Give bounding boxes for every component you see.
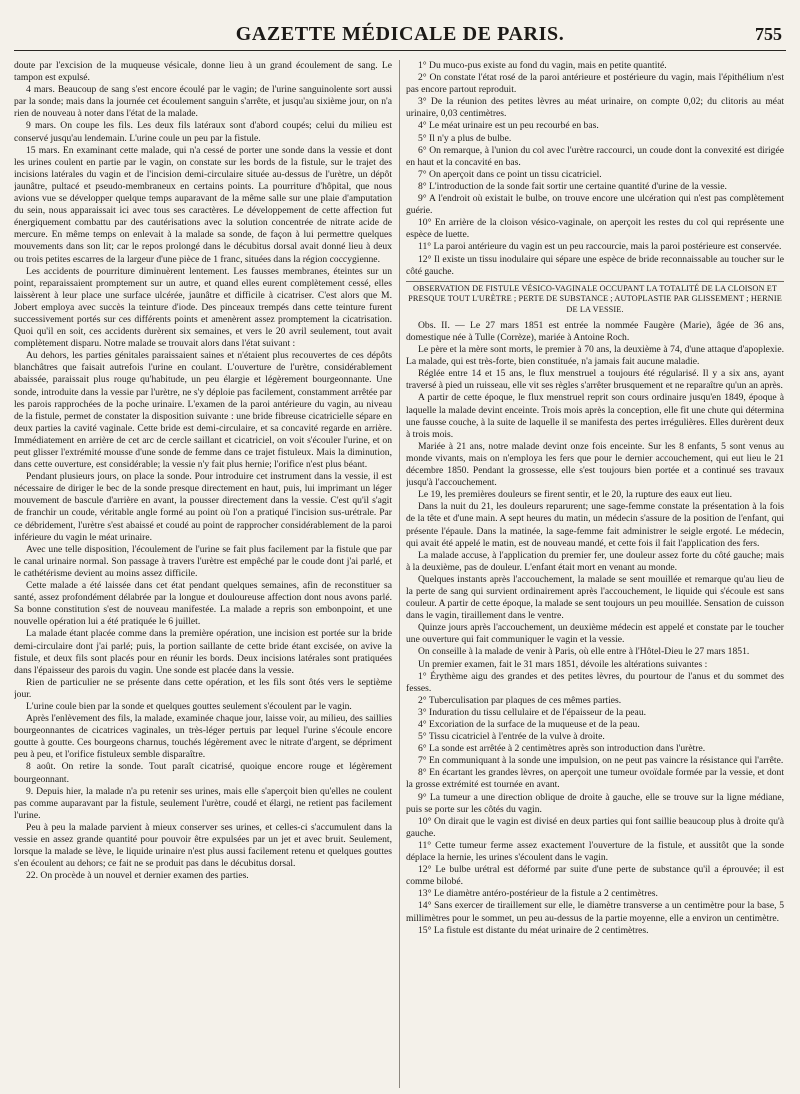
list-item: 14° Sans exercer de tiraillement sur elle, le diamètre transverse a un centimètre pour la base, 5 millimètres pour le sommet, un peu au-dessus de la partie moyenne, elle a environ un centimètre.	[406, 900, 784, 924]
paragraph: Le 19, les premières douleurs se firent sentir, et le 20, la rupture des eaux eut lieu.	[418, 489, 732, 501]
paragraph: Les accidents de pourriture diminuèrent lentement. Les fausses membranes, éteintes sur un point, reparaissaient promptement sur un autre, et quand elles eurent complètement cessé, elles laissèrent à leur place une surface ulcérée, jaunâtre et difficile à cicatriser. C'est alors que M. Jobert employa avec succès la teinture d'iode. Des pinceaux trempés dans cette teinture furent successivement portés sur ces différents points et amenèrent assez promptement la cicatrisation. Quoi qu'il en soit, ces accidents durèrent six semaines, et vers le 20 avril seulement, tout avait complètement disparu. Notre malade se trouvait alors dans l'état suivant :	[14, 265, 392, 350]
section-heading: OBSERVATION DE FISTULE VÉSICO-VAGINALE OCCUPANT LA TOTALITÉ DE LA CLOISON ET PRESQUE TOUT L'URÈTRE ; PERTE DE SUBSTANCE ; AUTOPLASTIE PAR GLISSEMENT ; HERNIE DE LA VESSIE.	[406, 281, 784, 317]
lesion-findings-list	[406, 671, 784, 937]
list-item: 11° Cette tumeur ferme assez exactement l'ouverture de la fistule, et aussitôt que la sonde déplace la hernie, les urines s'écoulent dans le vagin.	[406, 839, 784, 864]
paragraph: Mariée à 21 ans, notre malade devint onze fois enceinte. Sur les 8 enfants, 5 sont venus au monde vivants, mais on n'employa les fers que pour le dernier accouchement, qui eut lieu le 21 décembre 1850. Pendant la grossesse, elle s'est toujours bien portée et a continué ses travaux jusqu'à l'accouchement.	[406, 440, 784, 489]
column-divider	[399, 60, 400, 1088]
paragraph: On conseille à la malade de venir à Paris, où elle entre à l'Hôtel-Dieu le 27 mars 1851.	[418, 646, 750, 658]
paragraph: Rien de particulier ne se présente dans cette opération, et les fils sont ôtés vers le septième jour.	[14, 676, 392, 700]
list-item: 1° Du muco-pus existe au fond du vagin, mais en petite quantité.	[418, 60, 667, 71]
list-item: 2° On constate l'état rosé de la paroi antérieure et postérieure du vagin, mais l'épithélium n'est pas encore partout reproduit.	[406, 72, 784, 96]
list-item: 5° Il n'y a plus de bulbe.	[418, 132, 512, 144]
paragraph: 22. On procède à un nouvel et dernier examen des parties.	[26, 870, 249, 882]
masthead	[14, 8, 786, 51]
paragraph: 9 mars. On coupe les fils. Les deux fils latéraux sont d'abord coupés; celui du milieu est conservé jusqu'au lendemain. L'urine coule un peu par la fistule.	[14, 120, 392, 144]
list-item: 6° La sonde est arrêtée à 2 centimètres après son introduction dans l'urètre.	[418, 743, 706, 755]
list-item: 13° Le diamètre antéro-postérieur de la fistule a 2 centimètres.	[418, 888, 658, 900]
list-item: 4° Excoriation de la surface de la muqueuse et de la peau.	[418, 719, 640, 730]
list-item: 8° En écartant les grandes lèvres, on aperçoit une tumeur ovoïdale formée par la vessie, et dont la grosse extrémité est tournée en avant.	[406, 767, 784, 791]
paragraph: L'urine coule bien par la sonde et quelques gouttes seulement s'écoulent par le vagin.	[26, 700, 352, 712]
paragraph: 4 mars. Beaucoup de sang s'est encore écoulé par le vagin; de l'urine sanguinolente sort aussi par la sonde; mais dans la journée cet écoulement sanguin s'arrête, et jusqu'au sixième jour, on n'a rien de nouveau à noter dans l'état de la malade.	[14, 84, 392, 120]
paragraph: Quelques instants après l'accouchement, la malade se sent mouillée et remarque qu'au lieu de la perte de sang qui survient ordinairement après l'accouchement, le liquide qui s'écoule est sans couleur. A partir de cette époque, la malade se sent toujours un peu mouillée. Sensation de cuisson dans le vagin, tiraillement dans le ventre.	[406, 573, 784, 622]
list-item: 15° La fistule est distante du méat urinaire de 2 centimètres.	[418, 924, 649, 936]
paragraph: Peu à peu la malade parvient à mieux conserver ses urines, et celles-ci s'accumulent dans la vessie en assez grande quantité pour pouvoir être expulsées par un jet et avec bruit. Seulement, lorsque la malade se lève, le liquide urinaire n'est plus aussi facilement retenu et quelques gouttes s'en écoulent au dehors; ce fait ne se produit pas dans le décubitus dorsal.	[14, 821, 392, 870]
paragraph: Réglée entre 14 et 15 ans, le flux menstruel a toujours été régularisé. Il y a six ans, ayant traversé à pied un ruisseau, elle vit ses règles s'arrêter brusquement et ne reparaître qu'un an après.	[406, 368, 784, 392]
paragraph: La malade étant placée comme dans la première opération, une incision est portée sur la bride demi-circulaire dont j'ai parlé; puis, la portion saillante de cette bride étant excisée, on avive la fistule, et deux fils sont placés pour en réunir les bords. Deux incisions latérales sont pratiquées dans l'épaisseur des parois du vagin. Une sonde est placée dans la vessie.	[14, 628, 392, 676]
exam-findings-list	[406, 60, 784, 278]
paragraph: 8 août. On retire la sonde. Tout paraît cicatrisé, quoique encore rouge et légèrement bourgeonnant.	[14, 761, 392, 785]
left-column	[14, 60, 392, 1088]
paragraph: doute par l'excision de la muqueuse vésicale, donne lieu à un grand écoulement de sang. Le tampon est expulsé.	[14, 60, 392, 84]
paragraph: Au dehors, les parties génitales paraissaient saines et n'étaient plus recouvertes de ces dépôts blanchâtres que faisait autrefois l'urine en coulant. L'ouverture de l'urètre, considérablement abaissée, paraissait plus rouge qu'habitude, un peu élargie et légèrement bourgeonnante. Une sonde, introduite dans la vessie par l'urètre, ne s'y déploie pas facilement, constamment arrêtée par les parois rapprochées de la poche urinaire. L'examen de la paroi antérieure du vagin, au niveau de la fistule, permet de constater la disposition suivante : une bride fibreuse cicatricielle sépare en deux parties la cavité vaginale. Cette bride est demi-circulaire, et sa concavité regarde en arrière. Immédiatement en arrière de cet arc de cercle saillant et cicatriciel, on voit s'écouler l'urine, et on peut glisser l'extrémité mousse d'une sonde de femme dans ce trajet fistuleux. Mais la diminution, dans cette ouverture, est considérable; la vessie n'y fait plus hernie; l'orifice n'est plus béant.	[14, 350, 392, 471]
list-item: 7° En communiquant à la sonde une impulsion, on ne peut pas vaincre la résistance qui l'arrête.	[418, 755, 784, 767]
list-item: 2° Tuberculisation par plaques de ces mêmes parties.	[418, 694, 622, 706]
paragraph: Pendant plusieurs jours, on place la sonde. Pour introduire cet instrument dans la vessie, il est nécessaire de diriger le bec de la sonde presque directement en haut, puis, lui imprimant un léger mouvement de bascule d'arrière en avant, la pousser directement dans la vessie. C'est qu'il s'agit de franchir un coude, véritable angle formé au point où l'on a pratiqué l'incision sus-urétrale. Par ce débridement, l'urètre s'est abaissé et coudé au point de rapprocher considérablement de la paroi inférieure du vagin le méat urinaire.	[14, 471, 392, 543]
paragraph: Dans la nuit du 21, les douleurs reparurent; une sage-femme constate la présentation à la fois de la tête et d'une main. A sept heures du matin, un médecin s'assure de la position de l'enfant, qui présente l'épaule. Dans la matinée, la sage-femme fait administrer le seigle ergoté. Le médecin, qui avait été appelé le matin, est de nouveau mandé, et cette fois il fait l'application des fers.	[406, 501, 784, 549]
paragraph: A partir de cette époque, le flux menstruel reprit son cours ordinaire jusqu'en 1849, époque à laquelle la malade devint enceinte. Trois mois après la conception, elle fit une chute qui détermina une fausse couche, à la suite de laquelle il se manifesta des pertes irrégulières. Elles durèrent deux à trois mois.	[406, 392, 784, 440]
paragraph: La malade accuse, à l'application du premier fer, une douleur assez forte du côté gauche; mais à la deuxième, pas de douleur. L'enfant était mort en venant au monde.	[406, 549, 784, 573]
list-item: 3° Induration du tissu cellulaire et de l'épaisseur de la peau.	[418, 706, 647, 718]
list-item: 12° Il existe un tissu inodulaire qui sépare une espèce de bride reconnaissable au toucher sur le côté gauche.	[406, 253, 784, 277]
list-item: 10° En arrière de la cloison vésico-vaginale, on aperçoit les restes du col qui représente une espèce de luette.	[406, 217, 784, 241]
journal-title: GAZETTE MÉDICALE DE PARIS.	[235, 23, 565, 45]
list-item: 8° L'introduction de la sonde fait sortir une certaine quantité d'urine de la vessie.	[418, 180, 727, 192]
list-item: 1° Érythème aigu des grandes et des petites lèvres, du pourtour de l'anus et du sommet des fesses.	[406, 670, 784, 694]
list-item: 10° On dirait que le vagin est divisé en deux parties qui font saillie beaucoup plus à droite qu'à gauche.	[406, 815, 784, 839]
right-column	[406, 60, 784, 1088]
list-item: 9° A l'endroit où existait le bulbe, on trouve encore une ulcération qui n'est pas complètement guérie.	[406, 193, 784, 217]
list-item: 6° On remarque, à l'union du col avec l'urètre raccourci, un coude dont la convexité est dirigée en haut et la concavité en bas.	[406, 144, 784, 168]
paragraph: Un premier examen, fait le 31 mars 1851, dévoile les altérations suivantes :	[418, 658, 708, 670]
list-item: 12° Le bulbe urétral est déformé par suite d'une perte de substance qu'il a éprouvée; il est comme bilobé.	[406, 864, 784, 888]
list-item: 5° Tissu cicatriciel à l'entrée de la vulve à droite.	[418, 731, 605, 743]
paragraph: Quinze jours après l'accouchement, un deuxième médecin est appelé et constate par le toucher une ouverture qui fait communiquer le vagin et la vessie.	[406, 622, 784, 646]
paragraph: Obs. II. — Le 27 mars 1851 est entrée la nommée Faugère (Marie), âgée de 36 ans, domestique née à Tulle (Corrèze), mariée à Antoine Roch.	[406, 319, 784, 343]
list-item: 9° La tumeur a une direction oblique de droite à gauche, elle se trouve sur la ligne médiane, puis se porte sur les côtés du vagin.	[406, 791, 784, 815]
list-item: 4° Le méat urinaire est un peu recourbé en bas.	[418, 120, 599, 132]
page-number: 755	[755, 24, 782, 44]
list-item: 11° La paroi antérieure du vagin est un peu raccourcie, mais la paroi postérieure est conservée.	[418, 241, 782, 253]
paragraph: 9. Depuis hier, la malade n'a pu retenir ses urines, mais elle s'aperçoit bien qu'elles ne coulent pas comme auparavant par la fistule, seulement l'urètre, coudé et élargi, ne retient pas facilement l'urine.	[14, 785, 392, 821]
list-item: 3° De la réunion des petites lèvres au méat urinaire, on compte 0,02; du clitoris au méat urinaire, 0,03 centimètres.	[406, 96, 784, 120]
paragraph: Après l'enlèvement des fils, la malade, examinée chaque jour, laisse voir, au milieu, des saillies bourgeonnantes de cicatrices vaginales, un très-léger pertuis par lequel l'urine s'écoule encore goutte à goutte. Ces bourgeons charnus, touchés légèrement avec le nitrate d'argent, se dépriment peu à peu, et l'orifice fistuleux semble disparaître.	[14, 713, 392, 761]
paragraph: Avec une telle disposition, l'écoulement de l'urine se fait plus facilement par la fistule que par le canal urinaire normal. Son passage à travers l'urètre est empêché par le coude dont j'ai parlé, et le cathétérisme devient au moins assez difficile.	[14, 543, 392, 579]
paragraph: Le père et la mère sont morts, le premier à 70 ans, la deuxième à 74, d'une attaque d'apoplexie. La malade, qui est très-forte, bien constituée, n'a jamais fait aucune maladie.	[406, 344, 784, 368]
paragraph: 15 mars. En examinant cette malade, qui n'a cessé de porter une sonde dans la vessie et dont les urines coulent en partie par le vagin, on constate sur les bords de la fistule, sur le trajet des incisions latérales du vagin et de l'incision demi-circulaire située au-dessus de l'urètre, un dépôt jaunâtre, pultacé et pseudo-membraneux en certains points. La pourriture d'hôpital, que nous avions vue se développer quelque temps auparavant de la même salle sur une plaie d'amputation du sein, nous apparaissait ici avec tous ses caractères. Le développement de cette affection fut énergiquement combattu par des cautérisations avec la solution concentrée de nitrate acide de mercure. En même temps on enlevait à la malade sa sonde, de façon à lui permettre quelques mouvements dans son lit; car le repos prolongé dans le décubitus dorsal avait donné lieu à deux ou trois petites escarres de la largeur d'une pièce de 1 franc, situées dans la région coccygienne.	[14, 144, 392, 265]
paragraph: Cette malade a été laissée dans cet état pendant quelques semaines, afin de reconstituer sa santé, assez profondément délabrée par la longue et douloureuse affection dont nous avons parlé. Sa bonne constitution s'est de nouveau manifestée. La malade a repris son embonpoint, et une nouvelle opération lui a été pratiquée le 6 juillet.	[14, 580, 392, 628]
list-item: 7° On aperçoit dans ce point un tissu cicatriciel.	[418, 168, 602, 180]
